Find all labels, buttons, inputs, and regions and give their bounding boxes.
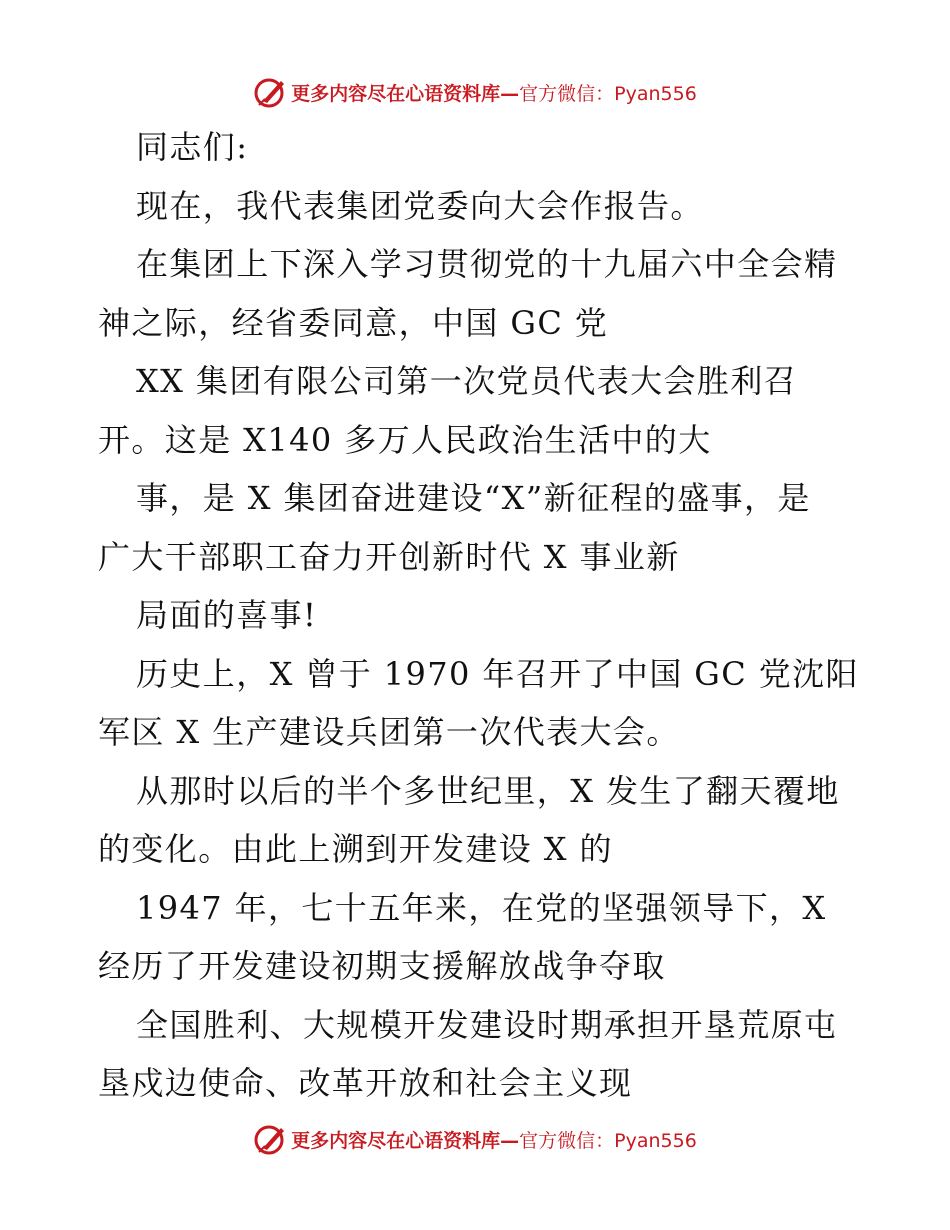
text-line: 在集团上下深入学习贯彻党的十九届六中全会精 [136, 245, 838, 283]
text-line: 全国胜利、大规模开发建设时期承担开垦荒原屯 [136, 1005, 838, 1044]
text-line: 1947 年，七十五年来，在党的坚强领导下，X [136, 888, 827, 927]
text-line: 现在，我代表集团党委向大会作报告。 [136, 186, 704, 225]
text-line: 垦戍边使命、改革开放和社会主义现 [98, 1064, 633, 1102]
text-line: 从那时以后的半个多世纪里，X 发生了翻天覆地 [136, 771, 840, 810]
watermark-wechat: 官方微信：Pyan556 [519, 1129, 697, 1152]
quill-logo-icon [253, 1122, 287, 1156]
text-line: 神之际，经省委同意，中国 GC 党 [98, 303, 609, 342]
watermark-wechat: 官方微信：Pyan556 [519, 82, 697, 105]
text-line: 事，是 X 集团奋进建设“X”新征程的盛事，是 [136, 479, 811, 517]
document-body [0, 118, 950, 1113]
text-line: 局面的喜事! [136, 596, 318, 634]
watermark-header [0, 72, 950, 112]
text-line: 历史上，X 曾于 1970 年召开了中国 GC 党沈阳 [136, 654, 859, 693]
text-line: XX 集团有限公司第一次党员代表大会胜利召 [136, 362, 798, 400]
quill-logo-icon [253, 75, 287, 109]
text-line: 广大干部职工奋力开创新时代 X 事业新 [98, 537, 680, 576]
watermark-text: 更多内容尽在心语资料库— [291, 82, 520, 105]
text-line: 的变化。由此上溯到开发建设 X 的 [98, 830, 613, 868]
text-line: 经历了开发建设初期支援解放战争夺取 [98, 947, 666, 985]
watermark-text: 更多内容尽在心语资料库— [291, 1129, 520, 1152]
watermark-footer [0, 1119, 950, 1159]
text-line: 同志们: [136, 128, 249, 166]
text-line: 军区 X 生产建设兵团第一次代表大会。 [98, 713, 680, 751]
text-line: 开。这是 X140 多万人民政治生活中的大 [98, 420, 712, 459]
